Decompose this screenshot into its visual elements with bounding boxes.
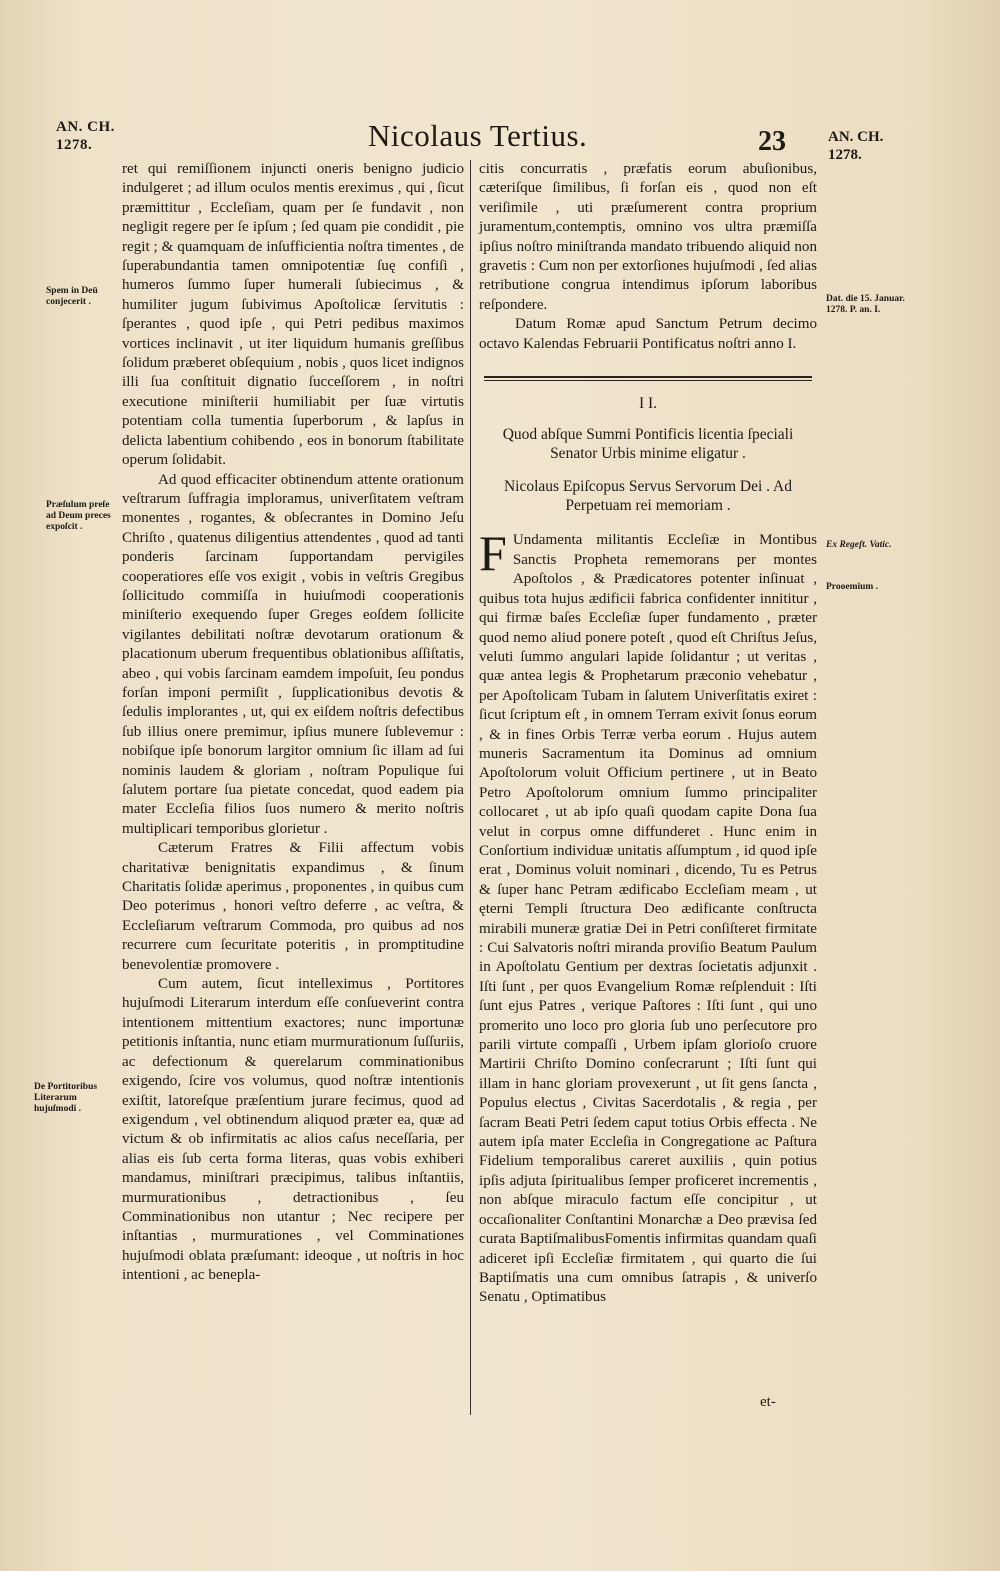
page-number: 23 xyxy=(758,126,786,157)
column-divider xyxy=(470,160,471,1415)
drop-cap: F xyxy=(479,525,507,582)
margin-note-ex-regest: Ex Regeſt. Vatic. xyxy=(826,540,892,550)
right-column xyxy=(479,160,817,1308)
margin-note-portitoribus: De Portitoribus Literarum hujuſmodi . xyxy=(34,1082,98,1114)
year-header-left: AN. CH. 1278. xyxy=(56,119,115,153)
left-paragraph-1: ret qui remiſſionem injuncti oneris benigno judicio indulgeret ; ad illum oculos mentis ereximus , qui , ſicut præmittitur , Eccleſiam, quam per ſe fundavit , non negligit regere per ſe ipſum ; ſed quam pie condidit , pie regit ; & quamquam de inſufficientia noſtra timentes , de ſuperabundantia tamen omnipotentiæ ſuę confiſi , humeros ſummo ſuper humerali ſubiecimus , & humiliter jugum ſubivimus Apoſtolicæ ſervitutis : ſperantes , quod ipſe , qui Petri pedibus maximos vortices inclinavit , ut iter liquidum humanis greſſibus ſolidum præberet obſequium , nobis , quos licet indignos illi ſua conſtituit dignatio ſucceſſorem , in noſtri executione miniſterii humiliabit per ſuæ virtutis potentiam colla tumentia ſuperborum , & lapſus in delicta labentium cohibendo , eos in bonorum ſtabilitate operum ſolidabit. xyxy=(122,161,464,469)
datum-line: Datum Romæ apud Sanctum Petrum decimo octavo Kalendas Februarii Pontificatus noſtri anno I. xyxy=(479,316,817,352)
margin-note-prooemium: Prooemium . xyxy=(826,582,879,592)
salutation: Nicolaus Epiſcopus Servus Servorum Dei . Ad Perpetuam rei memoriam . xyxy=(503,478,792,515)
section-title: Quod abſque Summi Pontificis licentia ſpeciali Senator Urbis minime eligatur . xyxy=(502,426,794,463)
left-column xyxy=(122,160,464,1286)
running-title: Nicolaus Tertius. xyxy=(368,118,588,153)
margin-note-dat: Dat. die 15. Januar. 1278. P. an. I. xyxy=(826,294,905,315)
left-paragraph-2: Ad quod efficaciter obtinendum attente orationum veſtrarum ſuffragia imploramus, univerſitatem veſtram monentes , rogantes, & obſecrantes in Domino Jeſu Chriſto , quatenus diligentius attendentes , quod ad tanti ponderis ſarcinam ſupportandam pervigiles cooperatiores eſſe vos exigit , vobis in veſtris Gregibus ſollicitudo commiſſa in huiuſmodi cooperationis miniſterio exequendo ſuper Greges eoſdem ſollicite vigilantes debilitati noſtræ devotarum orationum & placationum uberum frequentibus oblationibus aſſiſtatis, abeo , qui vobis ſarcinam eamdem impoſuit, ſeu pondus forſan imponi permiſit , ſupplicationibus devotis & ſedulis implorantes , ut, qui ex eiſdem noſtris defectibus ſub illius onere premimur, ipſius munere ſublevemur : nobiſque ipſe bonorum largitor omnium ſic illam ad ſui nominis laudem & gloriam , noſtram Populique ſui ſalutem portare ſua pietate concedat, quod eadem pia mater Eccleſia filios ſuos numero & merito noſtris multiplicari temporibus glorietur . xyxy=(122,471,464,837)
left-paragraph-3: Cæterum Fratres & Filii affectum vobis charitativæ benignitatis expandimus , & ſinum Charitatis ſolidæ aperimus , proponentes , in quibus cum Deo poterimus , honori veſtro deferre , ac veſtra, & Eccleſiarum veſtrarum Commoda, pro quibus ad nos recurrere cum ſecuritate poteritis , in promptitudine benevolentiæ promovere . xyxy=(122,840,464,973)
margin-note-praesulum: Præſulum preſe ad Deum preces expoſcit . xyxy=(46,500,111,532)
section-number: I I. xyxy=(638,395,658,413)
section-body-text: Undamenta militantis Eccleſiæ in Montibus Sanctis Propheta rememorans per montes Apoſtolos , & Prædicatores potenter inſinuat , quibus tota hujus ædificii fabrica confidenter innititur , qui firmæ baſes Eccleſiæ ſuper fundamento , præter quod nemo aliud ponere poteſt , quod eſt Chriſtus Jeſus, veluti ſummo angulari lapide ſolidantur ; ut veritas , quæ antea legis & Prophetarum præconio vehebatur , per Apoſtolicam Tubam in ſalutem Univerſitatis exiret : ſicut ſcriptum eſt , in omnem Terram exivit ſonus eorum , & in fines Orbis Terræ verba eorum . Hujus autem muneris Sacramentum ita Dominus ad omnium Apoſtolorum voluit Officium pertinere , ut in Beato Petro Apoſtolorum omnium ſummo principaliter collocaret , ut ab ipſo quaſi quodam capite Dona ſua velut in corpus omne diffunderet . Hunc enim in Conſortium individuæ unitatis aſſumptum , id quod ipſe erat , Dominus voluit nominari , dicendo, Tu es Petrus & ſuper hanc Petram ædificabo Eccleſiam meam , ut ęterni Templi ſtructura Deo ædificante conſtructa mirabili muneræ gratiæ Dei in Petri conſiſteret firmitate : Cui Salvatoris noſtri miranda proviſio Beatum Paulum in Apoſtolatu Gentium per dextras ſocietatis adjunxit . Iſti ſunt , per quos Evangelium Romæ reſplenduit : Iſti ſunt ejus Patres , verique Paſtores : Iſti ſunt , qui uno promerito uno loco pro gloria ſub uno perſecutore pro parili virtute compaſſi , Urbem ipſam glorioſo cruore Martirii Chriſto Domino conſecrarunt ; Iſti ſunt qui illam in hanc gloriam provexerunt , ut ſit gens ſancta , Populus electus , Civitas Sacerdotalis , & regia , per ſacram Beati Petri ſedem caput totius Orbis effecta . Ne autem ipſa mater Eccleſia in Congregatione ac Paſtura Fidelium temporalibus careret auxiliis , quin potius ipſis adjuta ſpiritualibus ſemper proficeret incrementis , non abſque miraculo factum eſſe concipitur , ut occaſionaliter Conſtantini Monarchæ a Deo prævisa ſed curata BaptiſmalibusFomentis infirmitas quandam quaſi adiceret ipſi Eccleſiæ firmitatem , qui quarto die ſui Baptiſmatis una cum omnibus ſatrapis , & univerſo Senatu , Optimatibus xyxy=(479,532,817,1306)
catchword: et- xyxy=(760,1394,776,1410)
margin-note-spem: Spem in Deū conjecerit . xyxy=(46,286,98,307)
section-body xyxy=(479,525,817,1307)
year-header-right: AN. CH. 1278. xyxy=(828,129,884,163)
section-rule-thick xyxy=(484,376,812,378)
left-paragraph-4: Cum autem, ſicut intelleximus , Portitores hujuſmodi Literarum interdum eſſe conſueverint contra intentionem mittentium exactores; nunc importunæ petitionis inſtantia, nunc etiam murmurationum ſuſſuriis, ac defectionum & querelarum comminationibus exigendo, ſcire vos volumus, quod noſtræ intentionis exiſtit, latoreſque præſentium jurare fecimus, quod ad exigendum , vel obtinendum aliquod præter ea, quæ ad victum & ob infirmitatis ac alios caſus neceſſaria, per alias eis ſub certa forma literas, quas vobis exhiberi mandamus, miniſtrari præcipimus, talibus inſtantiis, murmurationibus , detractionibus , ſeu Comminationibus non utantur ; Nec recipere per inſtantias , murmurationes , vel Comminationes hujuſmodi oblata præſumant: ideoque , ut noſtris in hoc intentioni , ac benepla- xyxy=(122,976,464,1284)
section-rule-thin xyxy=(484,380,812,381)
right-paragraph-1: citis concurratis , præfatis eorum abuſionibus, cæteriſque ſimilibus, ſi forſan eis , quod non eſt veriſimile , uti præſumerent contra proprium juramentum,contemptis, omnino vos ultra præmiſſa ipſius noſtro miniſtranda mandato tribuendo aliquid non gravetis : Cum non per extorſiones hujuſmodi , ſed alias retributione congrua intendimus ipſorum laboribus reſpondere. xyxy=(479,161,817,313)
